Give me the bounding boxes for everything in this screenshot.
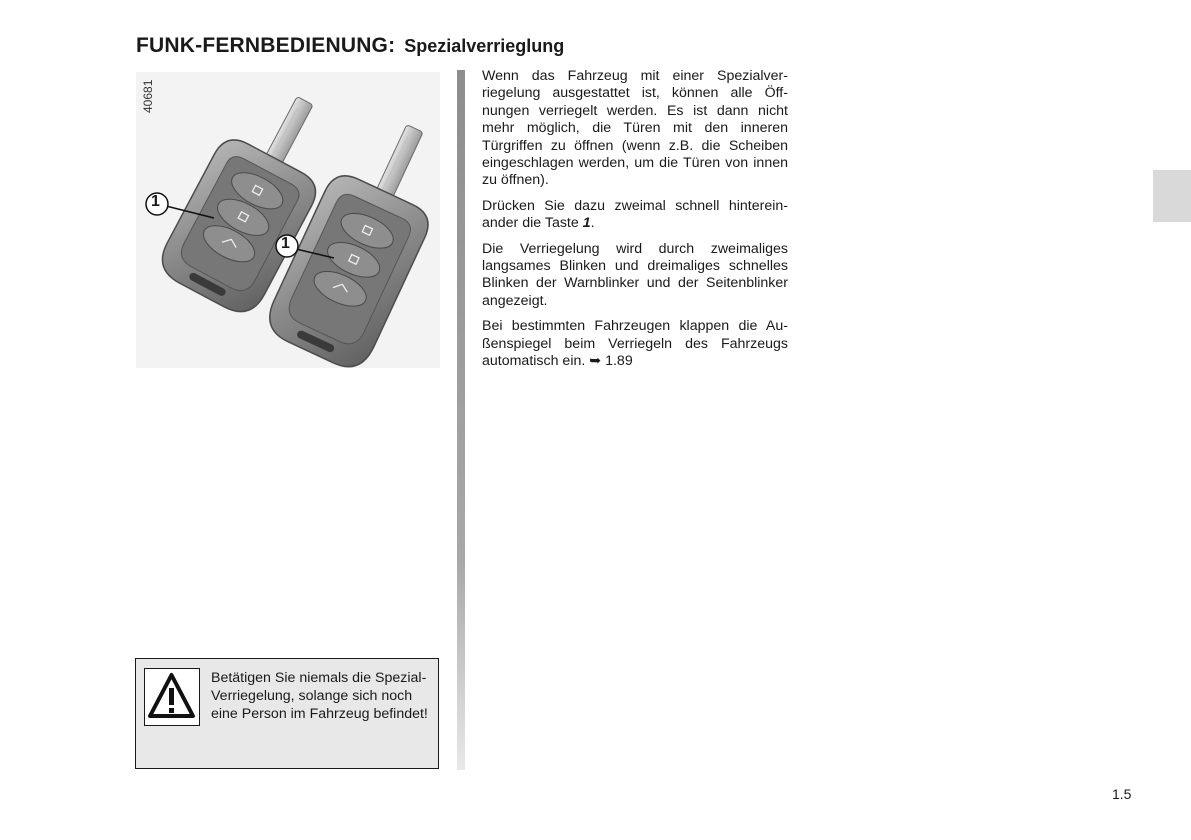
figure-number: 40681 (141, 79, 155, 113)
paragraph: Bei bestimmten Fahrzeugen klappen die Außenspiegel beim Verriegeln des Fahrzeugs automatisch ein. ➥ 1.89 (482, 318, 788, 370)
paragraph: Die Verriegelung wird durch zweimaliges langsames Blinken und dreimaliges schnelles Blinken der Warnblinker und der Seitenblinker angezeigt. (482, 240, 788, 309)
key-reference: 1 (582, 215, 591, 232)
column-divider (457, 70, 465, 770)
paragraph: Wenn das Fahrzeug mit einer Spezialverriegelung ausgestattet ist, können alle Öffnungen verriegelt werden. Es ist dann nicht mehr möglich, die Türen mit den inneren Türgriffen zu öffnen (wenn z.B. die Scheiben eingeschlagen werden, um die Türen von innen zu öffnen). (482, 68, 788, 189)
car-key-icon (136, 72, 440, 368)
page-title (136, 28, 564, 59)
callout-1-left: 1 (151, 193, 160, 210)
warning-text: Betätigen Sie niemals die Spezial-Verriegelung, solange sich noch eine Person im Fahrzeug befindet! (211, 670, 428, 722)
paragraph: Drücken Sie dazu zweimal schnell hintereinander die Taste 1. (482, 197, 788, 232)
warning-box (135, 658, 439, 769)
title-subtitle: Spezialverrieglung (404, 36, 565, 56)
body-text (482, 68, 788, 379)
page-ref-arrow-icon: ➥ (589, 353, 602, 370)
page-reference-link[interactable]: 1.89 (601, 353, 633, 370)
warning-triangle-icon (145, 669, 198, 724)
key-illustration (136, 72, 440, 368)
warning-icon-frame (144, 668, 200, 726)
chapter-tab (1153, 170, 1191, 222)
title-main: FUNK-FERNBEDIENUNG: (136, 34, 396, 57)
page-number: 1.5 (1112, 786, 1132, 802)
callout-1-right: 1 (281, 235, 290, 252)
